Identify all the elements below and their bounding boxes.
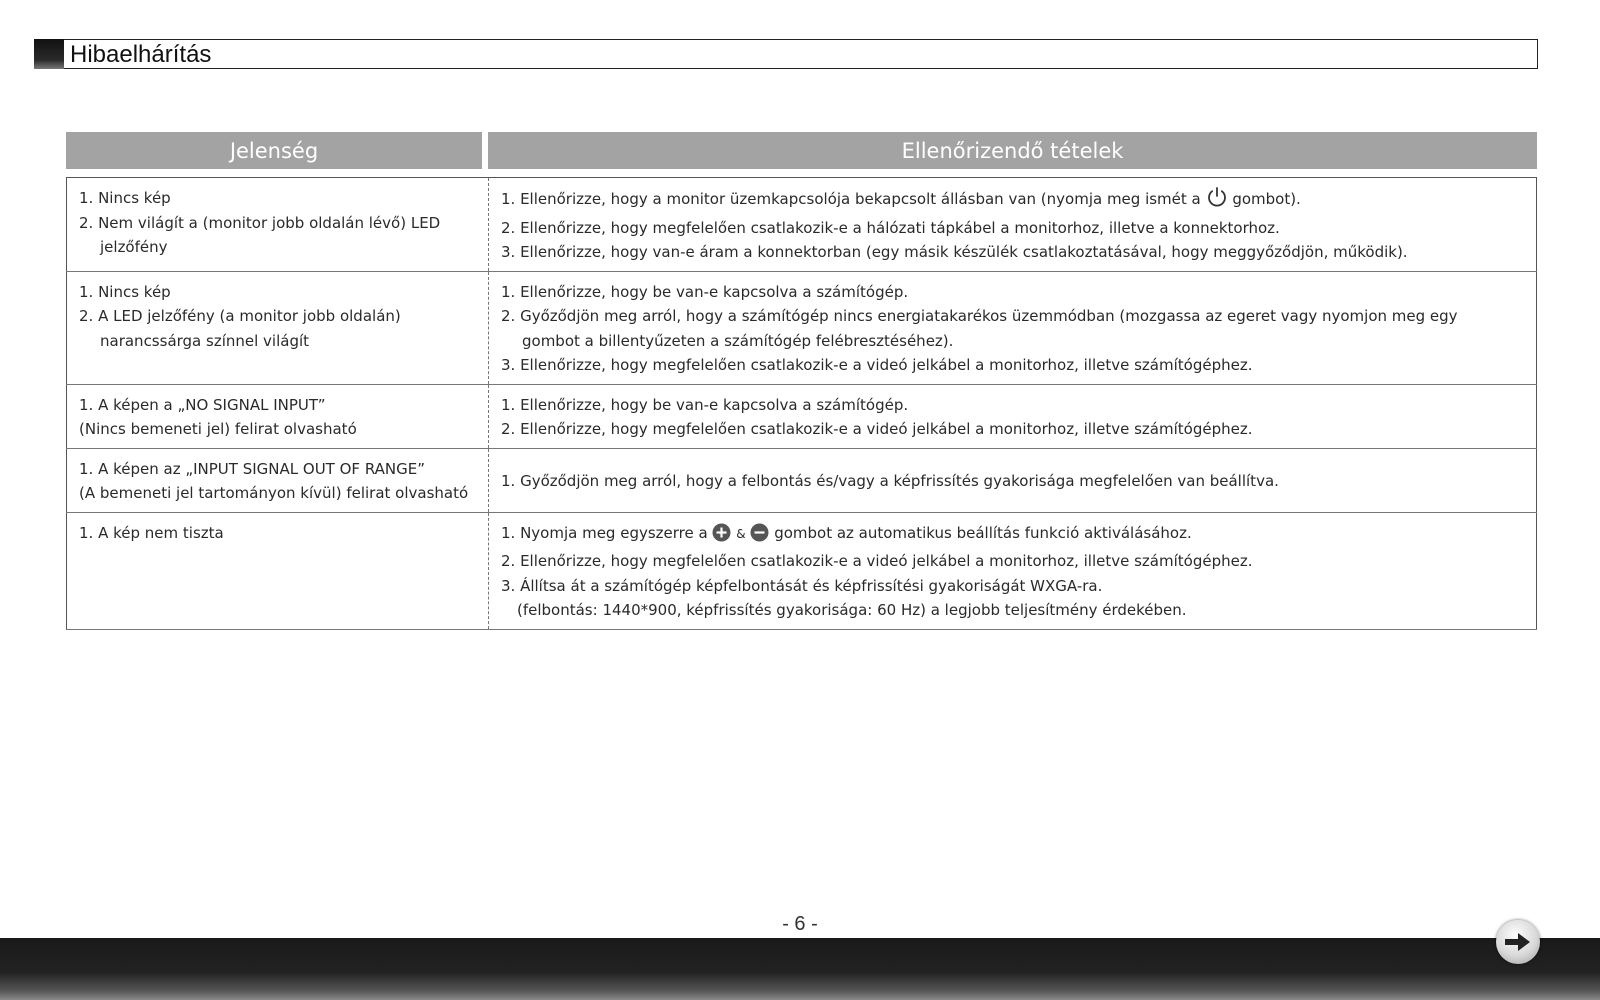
title-marker <box>34 39 64 69</box>
symptom-line: (A bemeneti jel tartományon kívül) felirat olvasható <box>79 484 469 502</box>
check-line: gombot a billentyűzeten a számítógép felébresztéséhez). <box>522 331 954 350</box>
plus-circle-icon <box>712 523 731 550</box>
symptom-cell <box>67 448 489 512</box>
check-line: 2. Győződjön meg arról, hogy a számítógép nincs energiatakarékos üzemmódban (mozgassa az egeret vagy nyomjon meg egy <box>501 307 1458 325</box>
checks-cell <box>489 178 1537 272</box>
checks-cell <box>489 448 1537 512</box>
power-icon <box>1206 186 1228 216</box>
column-header-symptom: Jelenség <box>66 132 482 169</box>
check-line: 1. Győződjön meg arról, hogy a felbontás és/vagy a képfrissítés gyakorisága megfelelően van beállítva. <box>501 471 1279 490</box>
arrow-right-icon <box>1503 930 1533 954</box>
symptom-line: 1. A kép nem tiszta <box>79 523 224 542</box>
next-page-button[interactable] <box>1496 920 1540 964</box>
troubleshooting-table <box>66 177 1537 630</box>
checks-cell <box>489 384 1537 448</box>
check-line: 1. Ellenőrizze, hogy be van-e kapcsolva a számítógép. <box>501 395 909 414</box>
symptom-line: jelzőfény <box>100 238 168 256</box>
table-row <box>67 512 1537 629</box>
title-bar <box>34 39 1538 69</box>
check-line: (felbontás: 1440*900, képfrissítés gyakorisága: 60 Hz) a legjobb teljesítmény érdekében. <box>517 601 1187 619</box>
symptom-cell <box>67 178 489 272</box>
symptom-cell <box>67 271 489 384</box>
check-line: 1. Ellenőrizze, hogy be van-e kapcsolva a számítógép. <box>501 282 909 301</box>
page-number: - 6 - <box>782 913 818 935</box>
symptom-cell <box>67 384 489 448</box>
check-text: gombot). <box>1232 190 1301 208</box>
symptom-line: 1. A képen a „NO SIGNAL INPUT” <box>79 395 326 414</box>
symptom-line: 2. A LED jelzőfény (a monitor jobb oldalán) <box>79 307 401 325</box>
check-line: 2. Ellenőrizze, hogy megfelelően csatlakozik-e a videó jelkábel a monitorhoz, illetve számítógéphez. <box>501 420 1253 438</box>
check-line: 2. Ellenőrizze, hogy megfelelően csatlakozik-e a videó jelkábel a monitorhoz, illetve számítógéphez. <box>501 552 1253 570</box>
symptom-line: 1. Nincs kép <box>79 282 171 301</box>
table-row <box>67 178 1537 272</box>
table-row <box>67 448 1537 512</box>
check-line: 2. Ellenőrizze, hogy megfelelően csatlakozik-e a hálózati tápkábel a monitorhoz, illetve a konnektorhoz. <box>501 218 1280 237</box>
page-title: Hibaelhárítás <box>70 41 212 68</box>
minus-circle-icon <box>750 523 769 550</box>
check-line: 3. Állítsa át a számítógép képfelbontását és képfrissítési gyakoriságát WXGA-ra. <box>501 576 1103 595</box>
check-line: 3. Ellenőrizze, hogy van-e áram a konnektorban (egy másik készülék csatlakoztatásával, hogy meggyőződjön, működik). <box>501 243 1408 261</box>
table-row <box>67 384 1537 448</box>
check-text: 1. Ellenőrizze, hogy a monitor üzemkapcsolója bekapcsolt állásban van (nyomja meg ismét a <box>501 190 1201 208</box>
symptom-line: 2. Nem világít a (monitor jobb oldalán lévő) LED <box>79 213 441 232</box>
table-row <box>67 271 1537 384</box>
symptom-line: 1. A képen az „INPUT SIGNAL OUT OF RANGE” <box>79 459 425 478</box>
column-header-checks: Ellenőrizendő tételek <box>488 132 1537 169</box>
check-line <box>501 186 1524 216</box>
check-line: 3. Ellenőrizze, hogy megfelelően csatlakozik-e a videó jelkábel a monitorhoz, illetve számítógéphez. <box>501 356 1253 374</box>
symptom-line: narancssárga színnel világít <box>100 331 310 350</box>
footer-band <box>0 938 1600 1000</box>
check-text: 1. Nyomja meg egyszerre a <box>501 523 708 542</box>
check-line <box>501 521 1524 550</box>
checks-cell <box>489 271 1537 384</box>
symptom-line: (Nincs bemeneti jel) felirat olvasható <box>79 420 357 438</box>
check-text: gombot az automatikus beállítás funkció aktiválásához. <box>774 523 1192 542</box>
checks-cell <box>489 512 1537 629</box>
symptom-cell <box>67 512 489 629</box>
symptom-line: 1. Nincs kép <box>79 189 171 207</box>
ampersand: & <box>736 526 746 541</box>
